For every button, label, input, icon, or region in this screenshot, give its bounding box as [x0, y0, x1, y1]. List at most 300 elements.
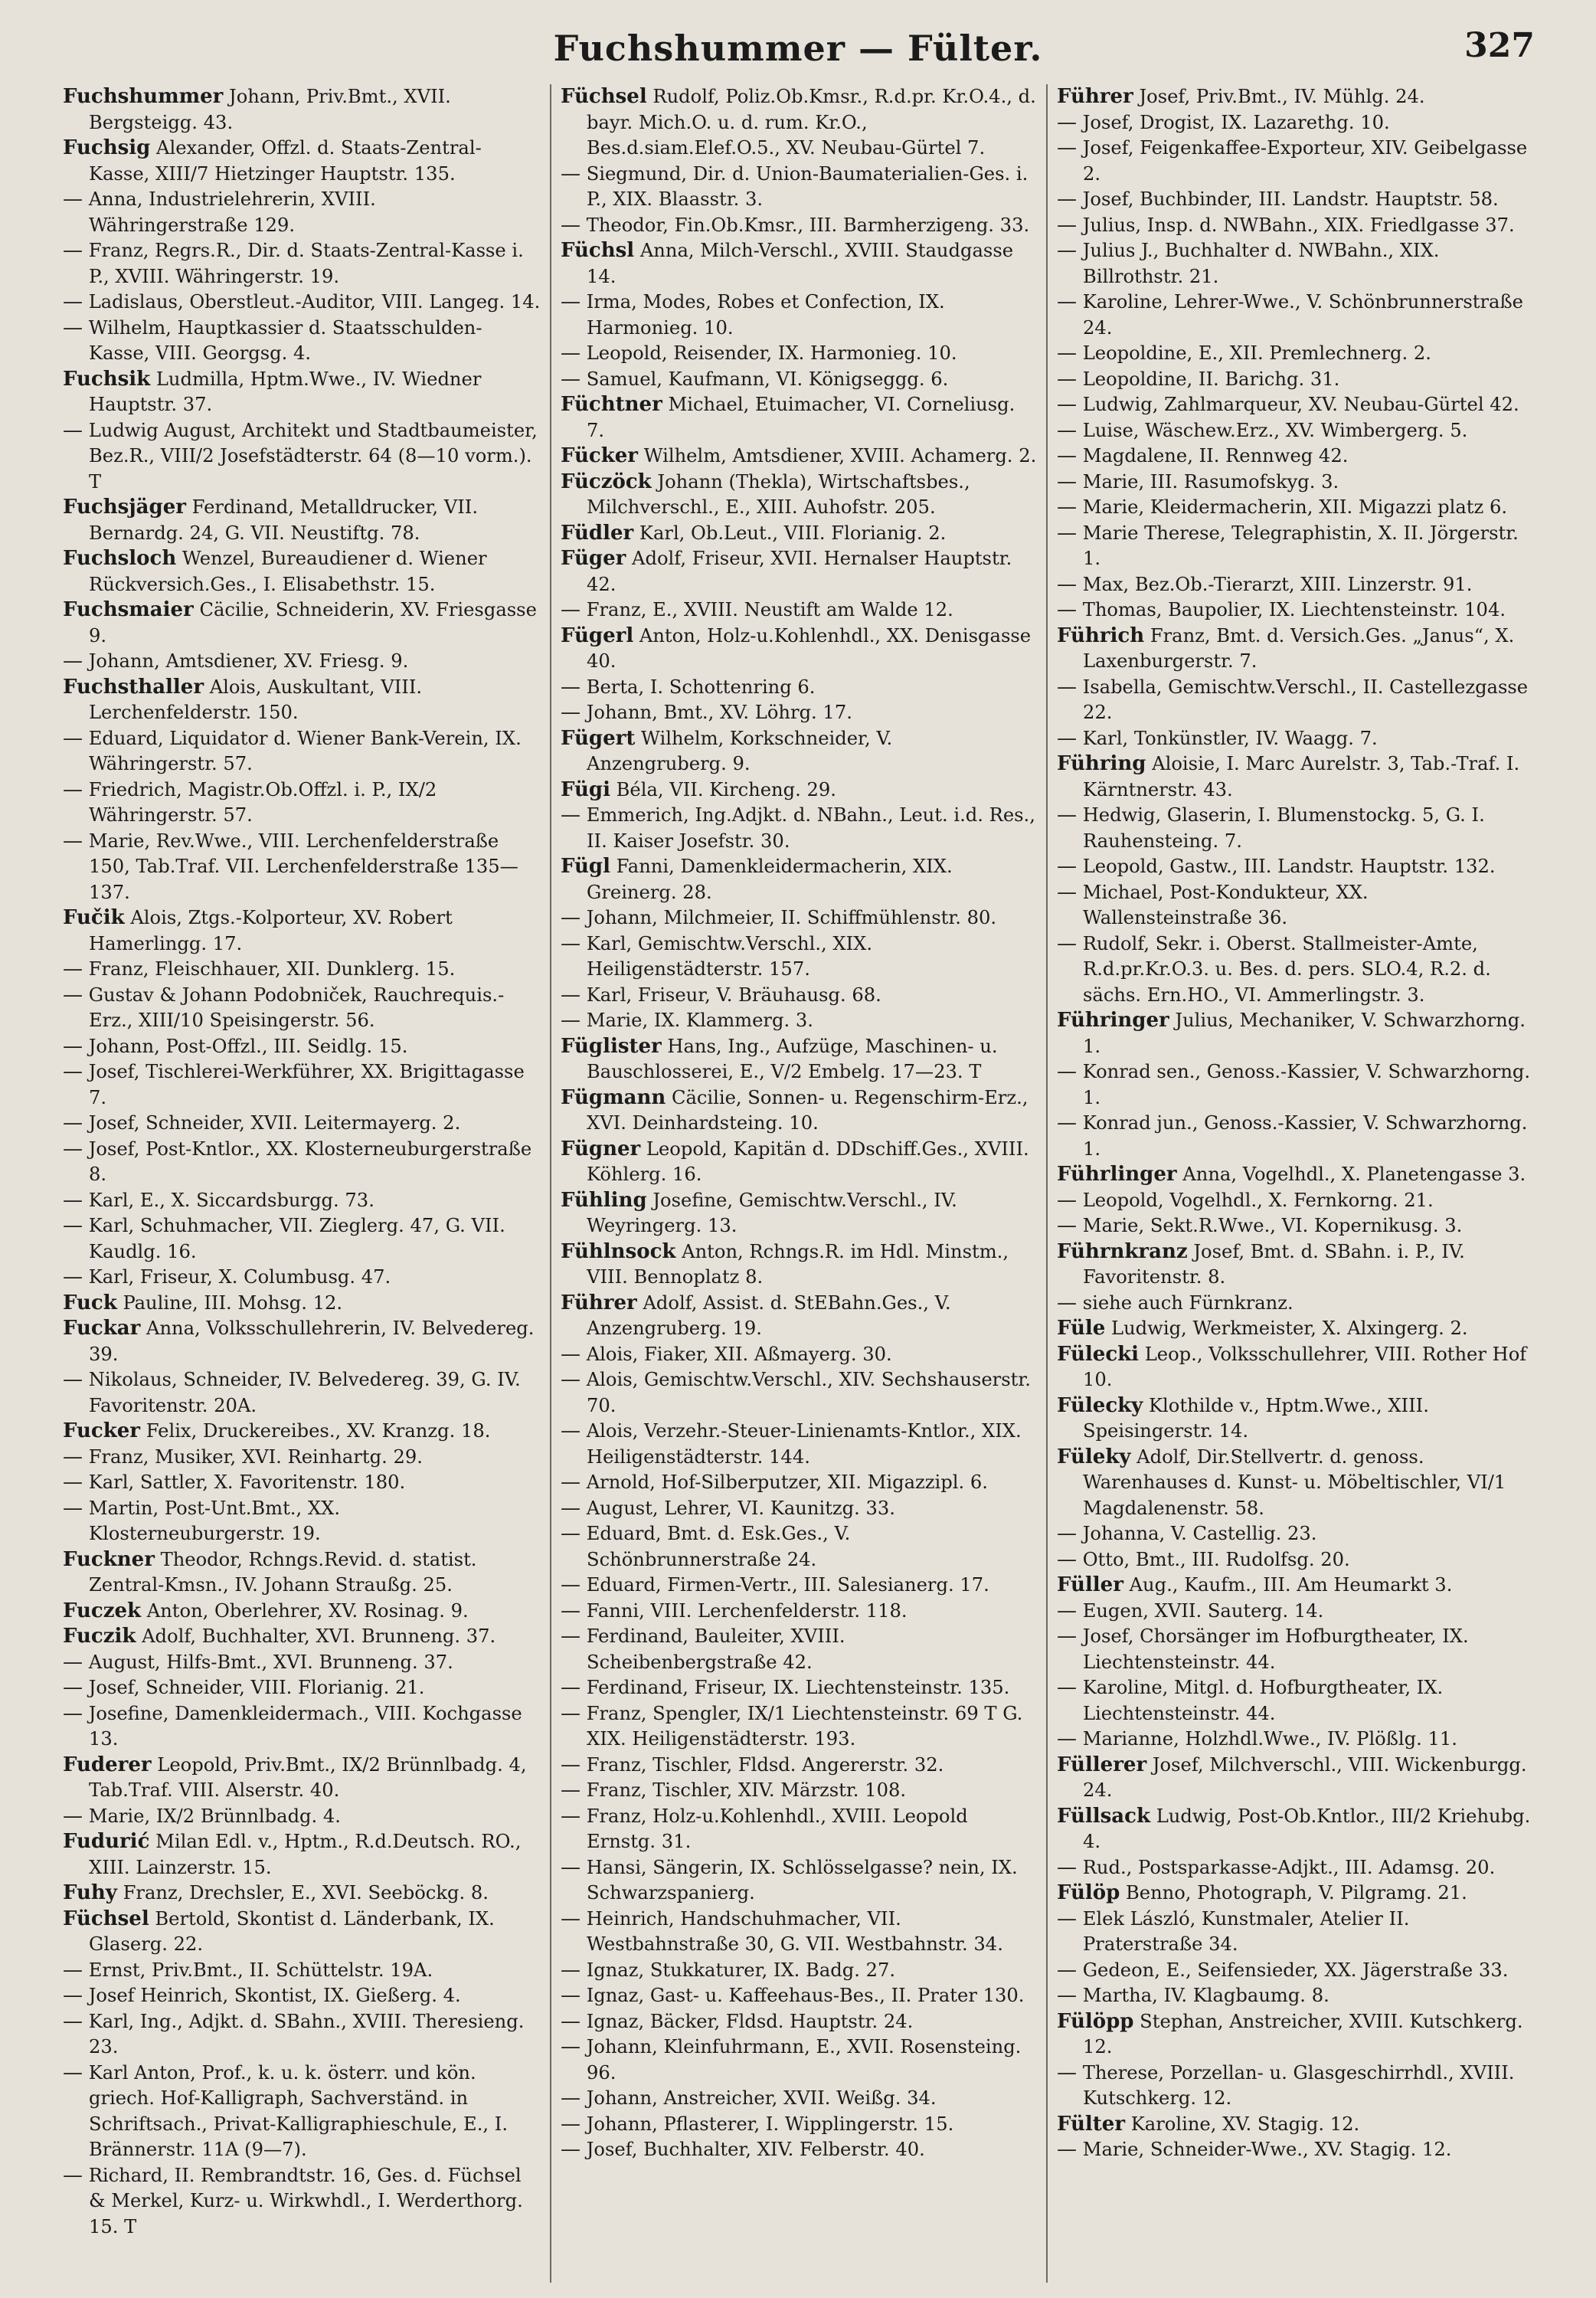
directory-entry: [63, 905, 541, 957]
entry-details: Alois, Fiaker, XII. Aßmayerg. 30.: [581, 1343, 892, 1365]
directory-entry: [63, 187, 541, 238]
entry-details: Eduard, Firmen-Vertr., III. Salesianerg. 17.: [581, 1574, 989, 1596]
entry-surname: —: [63, 1958, 83, 1982]
entry-surname: —: [63, 726, 83, 750]
directory-entry: [1057, 470, 1533, 496]
entry-details: Samuel, Kaufmann, VI. Königseggg. 6.: [581, 368, 949, 390]
directory-entry: [561, 1573, 1037, 1599]
entry-details: Leopold, Vogelhdl., X. Fernkorng. 21.: [1077, 1189, 1434, 1211]
entry-details: Nikolaus, Schneider, IV. Belvedereg. 39, G. IV. Favoritenstr. 20A.: [83, 1369, 521, 1416]
directory-entry: [561, 84, 1037, 162]
entry-surname: Fügerl: [561, 624, 634, 647]
directory-entry: [561, 341, 1037, 367]
directory-entry: [1057, 1624, 1533, 1675]
entry-details: Franz, Tischler, XIV. Märzstr. 108.: [581, 1779, 907, 1801]
directory-entry: [561, 1804, 1037, 1855]
entry-details: Max, Bez.Ob.-Tierarzt, XIII. Linzerstr. 91.: [1077, 573, 1473, 595]
entry-details: Aug., Kaufm., III. Am Heumarkt 3.: [1123, 1574, 1453, 1596]
page-number: 327: [1464, 26, 1535, 65]
entry-surname: —: [561, 162, 581, 185]
entry-surname: —: [561, 2035, 581, 2058]
entry-surname: —: [63, 1471, 83, 1494]
directory-entry: [1057, 1188, 1533, 1214]
directory-entry: [561, 1367, 1037, 1419]
entry-surname: —: [561, 1907, 581, 1930]
directory-entry: [63, 1316, 541, 1367]
entry-details: Ignaz, Bäcker, Fldsd. Hauptstr. 24.: [581, 2010, 914, 2032]
entry-surname: Füle: [1057, 1317, 1106, 1340]
directory-entry: [561, 546, 1037, 597]
directory-entry: [1057, 1983, 1533, 2009]
entry-details: Franz, Regrs.R., Dir. d. Staats-Zentral-Kasse i. P., XVIII. Währingerstr. 19.: [83, 240, 524, 287]
entry-surname: —: [63, 1804, 83, 1828]
entry-surname: —: [1057, 1984, 1077, 2007]
entry-surname: —: [63, 1188, 83, 1212]
entry-surname: Füller: [1057, 1573, 1123, 1596]
entry-details: Bertold, Skontist d. Länderbank, IX. Glaserg. 22.: [89, 1907, 495, 1955]
directory-entry: [63, 495, 541, 546]
directory-entry: [63, 649, 541, 675]
entry-surname: —: [63, 1368, 83, 1391]
entry-details: Rudolf, Sekr. i. Oberst. Stallmeister-Amte, R.d.pr.Kr.O.3. u. Bes. d. pers. SLO.4, R.2. d. sächs. Ern.HO., VI. Ammerlingstr. 3.: [1077, 932, 1491, 1006]
entry-details: Karl, Friseur, V. Bräuhausg. 68.: [581, 984, 881, 1006]
entry-surname: —: [63, 1445, 83, 1468]
entry-details: Theodor, Fin.Ob.Kmsr., III. Barmherzigeng. 33.: [581, 214, 1030, 236]
directory-entry: [1057, 213, 1533, 239]
entry-surname: —: [561, 1753, 581, 1776]
entry-details: Thomas, Baupolier, IX. Liechtensteinstr. 104.: [1077, 599, 1506, 620]
entry-details: Rud., Postsparkasse-Adjkt., III. Adamsg. 20.: [1077, 1856, 1496, 1878]
entry-surname: —: [561, 2138, 581, 2161]
entry-details: Johann, Pflasterer, I. Wipplingerstr. 15.: [581, 2113, 954, 2135]
directory-entry: [561, 2086, 1037, 2112]
entry-details: Karl, Ing., Adjkt. d. SBahn., XVIII. Theresieng. 23.: [83, 2010, 525, 2057]
entry-details: Aloisie, I. Marc Aurelstr. 3, Tab.-Traf. I. Kärntnerstr. 43.: [1083, 753, 1520, 800]
entry-surname: —: [1057, 188, 1077, 211]
directory-entry: [63, 84, 541, 136]
entry-surname: —: [1057, 1547, 1077, 1571]
entry-surname: —: [561, 701, 581, 724]
entry-details: Berta, I. Schottenring 6.: [581, 676, 816, 698]
entry-surname: —: [561, 804, 581, 827]
entry-surname: —: [561, 983, 581, 1007]
directory-entry: [1057, 392, 1533, 418]
directory-entry: [63, 1804, 541, 1830]
entry-surname: Fügi: [561, 777, 610, 801]
entry-surname: —: [1057, 855, 1077, 878]
directory-entry: [1057, 1316, 1533, 1342]
entry-surname: Fuhy: [63, 1881, 117, 1904]
directory-entry: [561, 854, 1037, 905]
directory-entry: [1057, 1907, 1533, 1958]
entry-surname: Fuchsig: [63, 136, 151, 159]
directory-entry: [63, 1881, 541, 1907]
entry-details: Luise, Wäschew.Erz., XV. Wimbergerg. 5.: [1077, 419, 1468, 441]
directory-entry: [1057, 1958, 1533, 1984]
entry-surname: —: [561, 1009, 581, 1032]
entry-surname: Fucker: [63, 1419, 140, 1442]
entry-surname: —: [1057, 290, 1077, 313]
entry-details: Julius, Insp. d. NWBahn., XIX. Friedlgasse 37.: [1077, 214, 1515, 236]
entry-surname: Füllerer: [1057, 1753, 1147, 1776]
directory-entry: [1057, 2009, 1533, 2061]
directory-entry: [1057, 572, 1533, 598]
directory-entry: [1057, 495, 1533, 521]
entry-details: Ludwig, Werkmeister, X. Alxingerg. 2.: [1105, 1318, 1468, 1339]
directory-entry: [561, 444, 1037, 470]
directory-entry: [561, 1496, 1037, 1522]
directory-entry: [63, 1958, 541, 1984]
directory-entry: [1057, 1342, 1533, 1393]
directory-entry: [561, 1958, 1037, 1984]
directory-entry: [561, 1599, 1037, 1625]
entry-surname: —: [1057, 136, 1077, 159]
entry-details: Ignaz, Stukkaturer, IX. Badg. 27.: [581, 1959, 896, 1981]
directory-entry: [561, 777, 1037, 804]
directory-entry: [561, 1624, 1037, 1675]
directory-entry: [63, 983, 541, 1034]
directory-entry: [1057, 1059, 1533, 1111]
entry-details: Eugen, XVII. Sauterg. 14.: [1077, 1599, 1324, 1622]
entry-details: Johann, Amtsdiener, XV. Friesg. 9.: [83, 650, 409, 672]
directory-entry: [63, 1829, 541, 1881]
entry-details: Ernst, Priv.Bmt., II. Schüttelstr. 19A.: [83, 1959, 433, 1981]
entry-details: Franz, E., XVIII. Neustift am Walde 12.: [581, 599, 953, 620]
entry-details: Johann, Kleinfuhrmann, E., XVII. Rosensteing. 96.: [581, 2036, 1022, 2084]
entry-surname: —: [1057, 470, 1077, 493]
directory-entry: [63, 1188, 541, 1214]
directory-entry: [1057, 751, 1533, 803]
entry-details: Josefine, Gemischtw.Verschl., IV. Weyringerg. 13.: [587, 1189, 957, 1236]
entry-details: Alois, Auskultant, VIII. Lerchenfelderstr. 150.: [89, 676, 423, 723]
entry-details: Franz, Spengler, IX/1 Liechtensteinstr. 69 T G. XIX. Heiligenstädterstr. 193.: [581, 1702, 1023, 1750]
entry-details: Josef, Schneider, XVII. Leitermayerg. 2.: [83, 1112, 461, 1134]
entry-surname: Fuderer: [63, 1753, 152, 1776]
directory-entry: [63, 1137, 541, 1188]
entry-details: Josef, Tischlerei-Werkführer, XX. Brigittagasse 7.: [83, 1061, 525, 1108]
entry-details: Johann, Milchmeier, II. Schiffmühlenstr. 80.: [581, 907, 997, 928]
entry-details: Ludwig, Zahlmarqueur, XV. Neubau-Gürtel 42.: [1077, 394, 1519, 415]
entry-details: August, Lehrer, VI. Kaunitzg. 33.: [581, 1497, 895, 1519]
directory-entry: [1057, 521, 1533, 572]
directory-entry: [63, 1599, 541, 1625]
directory-entry: [561, 931, 1037, 983]
entry-details: Rudolf, Poliz.Ob.Kmsr., R.d.pr. Kr.O.4., d. bayr. Mich.O. u. d. rum. Kr.O., Bes.d.siam.Elef.O.5., XV. Neubau-Gürtel 7.: [587, 86, 1036, 159]
directory-entry: [1057, 1213, 1533, 1239]
directory-entry: [1057, 341, 1533, 367]
directory-entry: [561, 675, 1037, 701]
entry-details: Anna, Milch-Verschl., XVIII. Staudgasse 14.: [587, 240, 1014, 287]
directory-entry: [561, 1521, 1037, 1573]
entry-surname: —: [1057, 1188, 1077, 1212]
directory-entry: [63, 829, 541, 906]
entry-surname: —: [561, 598, 581, 621]
entry-details: Johann, Anstreicher, XVII. Weißg. 34.: [581, 2087, 937, 2109]
entry-details: Johann, Bmt., XV. Löhrg. 17.: [581, 702, 852, 723]
entry-details: Anna, Industrielehrerin, XVIII. Währingerstraße 129.: [83, 188, 376, 236]
entry-surname: —: [63, 316, 83, 339]
entry-surname: —: [63, 2009, 83, 2033]
directory-entry: [1057, 1675, 1533, 1727]
page-header: [0, 23, 1596, 77]
entry-surname: —: [561, 1855, 581, 1879]
entry-surname: —: [561, 367, 581, 391]
directory-entry: [1057, 2112, 1533, 2138]
entry-surname: Fuchsik: [63, 367, 151, 391]
entry-details: Leopold, Reisender, IX. Harmonieg. 10.: [581, 342, 957, 364]
entry-surname: Fühling: [561, 1188, 647, 1212]
entry-details: Karl, Tonkünstler, IV. Waagg. 7.: [1077, 727, 1378, 749]
entry-details: Julius J., Buchhalter d. NWBahn., XIX. Billrothstr. 21.: [1077, 240, 1440, 287]
column-right: [1046, 84, 1542, 2283]
directory-entry: [561, 1008, 1037, 1034]
entry-surname: —: [63, 958, 83, 980]
entry-details: Alois, Ztgs.-Kolporteur, XV. Robert Hamerlingg. 17.: [89, 907, 453, 954]
directory-entry: [561, 700, 1037, 726]
directory-entry: [63, 1419, 541, 1445]
directory-entry: [63, 290, 541, 316]
directory-entry: [1057, 880, 1533, 931]
entry-details: Johanna, V. Castellig. 23.: [1077, 1523, 1317, 1544]
directory-entry: [1057, 290, 1533, 341]
directory-entry: [561, 213, 1037, 239]
entry-surname: Fudurić: [63, 1830, 150, 1853]
directory-entry: [63, 726, 541, 777]
directory-entry: [1057, 854, 1533, 880]
directory-entry: [561, 803, 1037, 854]
entry-details: Pauline, III. Mohsg. 12.: [116, 1291, 343, 1314]
entry-surname: Füglister: [561, 1034, 662, 1058]
entry-details: Otto, Bmt., III. Rudolfsg. 20.: [1077, 1548, 1350, 1570]
entry-surname: —: [561, 2009, 581, 2033]
entry-surname: —: [1057, 342, 1077, 365]
entry-surname: Fühlnsock: [561, 1239, 676, 1263]
entry-details: Franz, Bmt. d. Versich.Ges. „Janus“, X. Laxenburgerstr. 7.: [1083, 624, 1515, 672]
entry-surname: —: [1057, 496, 1077, 519]
column-left: [54, 84, 550, 2283]
entry-details: Hansi, Sängerin, IX. Schlösselgasse? nein, IX. Schwarzspanierg.: [581, 1856, 1018, 1904]
entry-details: Ludmilla, Hptm.Wwe., IV. Wiedner Hauptstr. 37.: [89, 368, 482, 415]
directory-entry: [63, 1624, 541, 1650]
entry-details: Karl, Schuhmacher, VII. Zieglerg. 47, G. VII. Kaudlg. 16.: [83, 1215, 505, 1262]
entry-details: Alexander, Offzl. d. Staats-Zentral-Kasse, XIII/7 Hietzinger Hauptstr. 135.: [89, 137, 482, 185]
entry-surname: —: [63, 650, 83, 673]
entry-surname: —: [561, 1676, 581, 1699]
entry-surname: —: [1057, 1727, 1077, 1750]
directory-entry: [561, 2112, 1037, 2138]
entry-details: Leopoldine, II. Barichg. 31.: [1077, 368, 1340, 390]
entry-surname: —: [63, 188, 83, 211]
entry-surname: —: [63, 829, 83, 853]
entry-surname: —: [561, 213, 581, 237]
directory-entry: [63, 2061, 541, 2163]
directory-entry: [1057, 2061, 1533, 2112]
directory-entry: [561, 726, 1037, 777]
directory-entry: [561, 238, 1037, 290]
entry-details: Leopoldine, E., XII. Premlechnerg. 2.: [1077, 342, 1431, 364]
entry-details: Theodor, Rchngs.Revid. d. statist. Zentral-Kmsn., IV. Johann Straußg. 25.: [89, 1548, 477, 1596]
directory-entry: [63, 1059, 541, 1111]
entry-surname: —: [1057, 393, 1077, 416]
directory-entry: [561, 521, 1037, 547]
entry-details: Julius, Mechaniker, V. Schwarzhorng. 1.: [1083, 1010, 1526, 1057]
entry-details: Leop., Volksschullehrer, VIII. Rother Hof 10.: [1083, 1343, 1527, 1390]
entry-details: Marie, III. Rasumofskyg. 3.: [1077, 470, 1339, 493]
entry-surname: —: [1057, 726, 1077, 750]
directory-entry: [63, 1111, 541, 1137]
entry-surname: —: [1057, 1855, 1077, 1879]
directory-entry: [561, 905, 1037, 931]
entry-surname: —: [561, 931, 581, 955]
directory-entry: [561, 1907, 1037, 1958]
directory-entry: [1057, 1291, 1533, 1317]
directory-entry: [63, 1470, 541, 1496]
entry-details: Therese, Porzellan- u. Glasgeschirrhdl., XVIII. Kutschkerg. 12.: [1077, 2061, 1515, 2109]
directory-entry: [63, 675, 541, 726]
entry-surname: —: [561, 1958, 581, 1982]
entry-details: Siegmund, Dir. d. Union-Baumaterialien-Ges. i. P., XIX. Blaasstr. 3.: [581, 162, 1029, 210]
entry-surname: —: [63, 1214, 83, 1237]
entry-details: Gedeon, E., Seifensieder, XX. Jägerstraße 33.: [1077, 1959, 1509, 1981]
directory-entry: [1057, 1162, 1533, 1188]
entry-surname: Fuczik: [63, 1625, 136, 1648]
entry-surname: —: [63, 983, 83, 1007]
entry-surname: —: [561, 1804, 581, 1828]
directory-entry: [561, 1291, 1037, 1342]
directory-entry: [561, 290, 1037, 341]
directory-entry: [561, 1188, 1037, 1239]
entry-details: Ferdinand, Metalldrucker, VII. Bernardg. 24, G. VII. Neustiftg. 78.: [89, 496, 479, 544]
entry-surname: Füchsl: [561, 239, 635, 262]
directory-entry: [63, 238, 541, 290]
entry-surname: —: [63, 2061, 83, 2084]
entry-surname: —: [1057, 1291, 1077, 1314]
directory-entry: [1057, 84, 1533, 110]
directory-entry: [1057, 2137, 1533, 2163]
entry-surname: —: [1057, 880, 1077, 904]
entry-details: Karl, Sattler, X. Favoritenstr. 180.: [83, 1471, 406, 1493]
entry-details: Karl Anton, Prof., k. u. k. österr. und kön. griech. Hof-Kalligraph, Sachverständ. in Schriftsach., Privat-Kalligraphieschule, E., I. Brännerstr. 11A (9—7).: [83, 2061, 509, 2160]
entry-details: Fanni, Damenkleidermacherin, XIX. Greinerg. 28.: [587, 856, 953, 903]
directory-entry: [561, 1983, 1037, 2009]
entry-details: Adolf, Dir.Stellvertr. d. genoss. Warenhauses d. Kunst- u. Möbeltischler, VI/1 Magdalenenstr. 58.: [1083, 1445, 1506, 1519]
entry-details: Stephan, Anstreicher, XVIII. Kutschkerg. 12.: [1083, 2010, 1523, 2057]
running-title: Fuchshummer — Fülter.: [553, 28, 1043, 69]
entry-details: Wilhelm, Amtsdiener, XVIII. Achamerg. 2.: [638, 445, 1037, 466]
directory-entry: [561, 1701, 1037, 1753]
entry-details: Karoline, Lehrer-Wwe., V. Schönbrunnerstraße 24.: [1077, 291, 1523, 339]
entry-surname: —: [63, 1984, 83, 2007]
entry-details: Josef, Buchhalter, XIV. Felberstr. 40.: [581, 2139, 925, 2160]
entry-details: Leopold, Gastw., III. Landstr. Hauptstr. 132.: [1077, 856, 1496, 877]
entry-details: Franz, Holz-u.Kohlenhdl., XVIII. Leopold Ernstg. 31.: [581, 1805, 968, 1852]
entry-details: Arnold, Hof-Silberputzer, XII. Migazzipl. 6.: [581, 1471, 988, 1493]
entry-surname: —: [561, 290, 581, 313]
entry-details: Gustav & Johann Podobniček, Rauchrequis.-Erz., XIII/10 Speisingerstr. 56.: [83, 984, 505, 1031]
entry-details: Richard, II. Rembrandtstr. 16, Ges. d. Füchsel & Merkel, Kurz- u. Wirkwhdl., I. Werderthorg. 15. T: [83, 2164, 523, 2237]
entry-details: Anna, Vogelhdl., X. Planetengasse 3.: [1176, 1164, 1526, 1185]
directory-entry: [1057, 1445, 1533, 1522]
entry-surname: —: [1057, 1958, 1077, 1982]
entry-details: Karoline, XV. Stagig. 12.: [1125, 2113, 1360, 2135]
entry-surname: —: [561, 1419, 581, 1442]
directory-entry: [1057, 1111, 1533, 1162]
entry-surname: Fuck: [63, 1291, 117, 1314]
entry-details: Marie, IX/2 Brünnlbadg. 4.: [83, 1805, 341, 1827]
entry-surname: Füdler: [561, 521, 634, 545]
entry-surname: —: [1057, 1111, 1077, 1134]
entry-surname: Füchsel: [63, 1907, 149, 1930]
entry-details: Josefine, Damenkleidermach., VIII. Kochgasse 13.: [83, 1702, 522, 1750]
directory-entry: [63, 418, 541, 496]
directory-entry: [63, 1907, 541, 1958]
entry-surname: —: [1057, 1625, 1077, 1648]
entry-surname: —: [63, 777, 83, 801]
entry-surname: —: [1057, 367, 1077, 391]
entry-details: Josef, Drogist, IX. Lazarethg. 10.: [1077, 111, 1390, 133]
entry-surname: —: [1057, 444, 1077, 467]
directory-entry: [63, 136, 541, 187]
entry-details: Ignaz, Gast- u. Kaffeehaus-Bes., II. Prater 130.: [581, 1985, 1025, 2006]
entry-surname: Füczöck: [561, 470, 652, 493]
entry-details: Irma, Modes, Robes et Confection, IX. Harmonieg. 10.: [581, 291, 945, 339]
entry-details: Anton, Oberlehrer, XV. Rosinag. 9.: [141, 1599, 469, 1622]
entry-surname: Führing: [1057, 752, 1146, 775]
directory-entry: [63, 1034, 541, 1060]
entry-surname: —: [561, 1779, 581, 1802]
entry-details: Leopold, Priv.Bmt., IX/2 Brünnlbadg. 4, Tab.Traf. VIII. Alserstr. 40.: [89, 1753, 527, 1801]
directory-entry: [63, 777, 541, 829]
directory-entry: [1057, 444, 1533, 470]
directory-entry: [63, 1213, 541, 1265]
entry-surname: Fuchsloch: [63, 547, 177, 570]
entry-surname: Fuchsjäger: [63, 496, 186, 519]
entry-details: Eduard, Liquidator d. Wiener Bank-Verein, IX. Währingerstr. 57.: [83, 727, 522, 774]
entry-details: Ladislaus, Oberstleut.-Auditor, VIII. Langeg. 14.: [83, 291, 541, 313]
directory-entry: [1057, 110, 1533, 136]
entry-details: Magdalene, II. Rennweg 42.: [1077, 445, 1349, 466]
entry-surname: —: [63, 1496, 83, 1520]
entry-details: Ferdinand, Friseur, IX. Liechtensteinstr. 135.: [581, 1677, 1010, 1698]
entry-details: Konrad jun., Genoss.-Kassier, V. Schwarzhorng. 1.: [1077, 1112, 1528, 1160]
entry-surname: —: [561, 342, 581, 365]
entry-surname: —: [1057, 598, 1077, 621]
entry-details: Johann, Priv.Bmt., XVII. Bergsteigg. 43.: [89, 86, 451, 133]
entry-surname: Fuckner: [63, 1547, 155, 1571]
entry-details: Ferdinand, Bauleiter, XVIII. Scheibenbergstraße 42.: [581, 1625, 845, 1673]
entry-details: Karoline, Mitgl. d. Hofburgtheater, IX. Liechtensteinstr. 44.: [1077, 1677, 1444, 1724]
directory-entry: [63, 1650, 541, 1676]
directory-entry: [1057, 1239, 1533, 1291]
entry-columns: [54, 84, 1542, 2283]
directory-entry: [561, 2009, 1037, 2035]
entry-details: Klothilde v., Hptm.Wwe., XIII. Speisingerstr. 14.: [1083, 1394, 1429, 1442]
directory-entry: [561, 1778, 1037, 1804]
directory-entry: [63, 2163, 541, 2241]
entry-surname: —: [63, 1137, 83, 1160]
directory-entry: [63, 1983, 541, 2009]
entry-details: Emmerich, Ing.Adjkt. d. NBahn., Leut. i.d. Res., II. Kaiser Josefstr. 30.: [581, 804, 1035, 852]
column-middle: [550, 84, 1046, 2283]
entry-surname: —: [561, 1342, 581, 1366]
directory-entry: [1057, 1855, 1533, 1881]
directory-entry: [1057, 1881, 1533, 1907]
entry-surname: —: [561, 1625, 581, 1648]
directory-entry: [1057, 367, 1533, 393]
entry-surname: —: [63, 1111, 83, 1134]
entry-details: Marie, Rev.Wwe., VIII. Lerchenfelderstraße 150, Tab.Traf. VII. Lerchenfelderstraße 135—137.: [83, 830, 518, 903]
entry-details: Béla, VII. Kircheng. 29.: [610, 778, 836, 800]
